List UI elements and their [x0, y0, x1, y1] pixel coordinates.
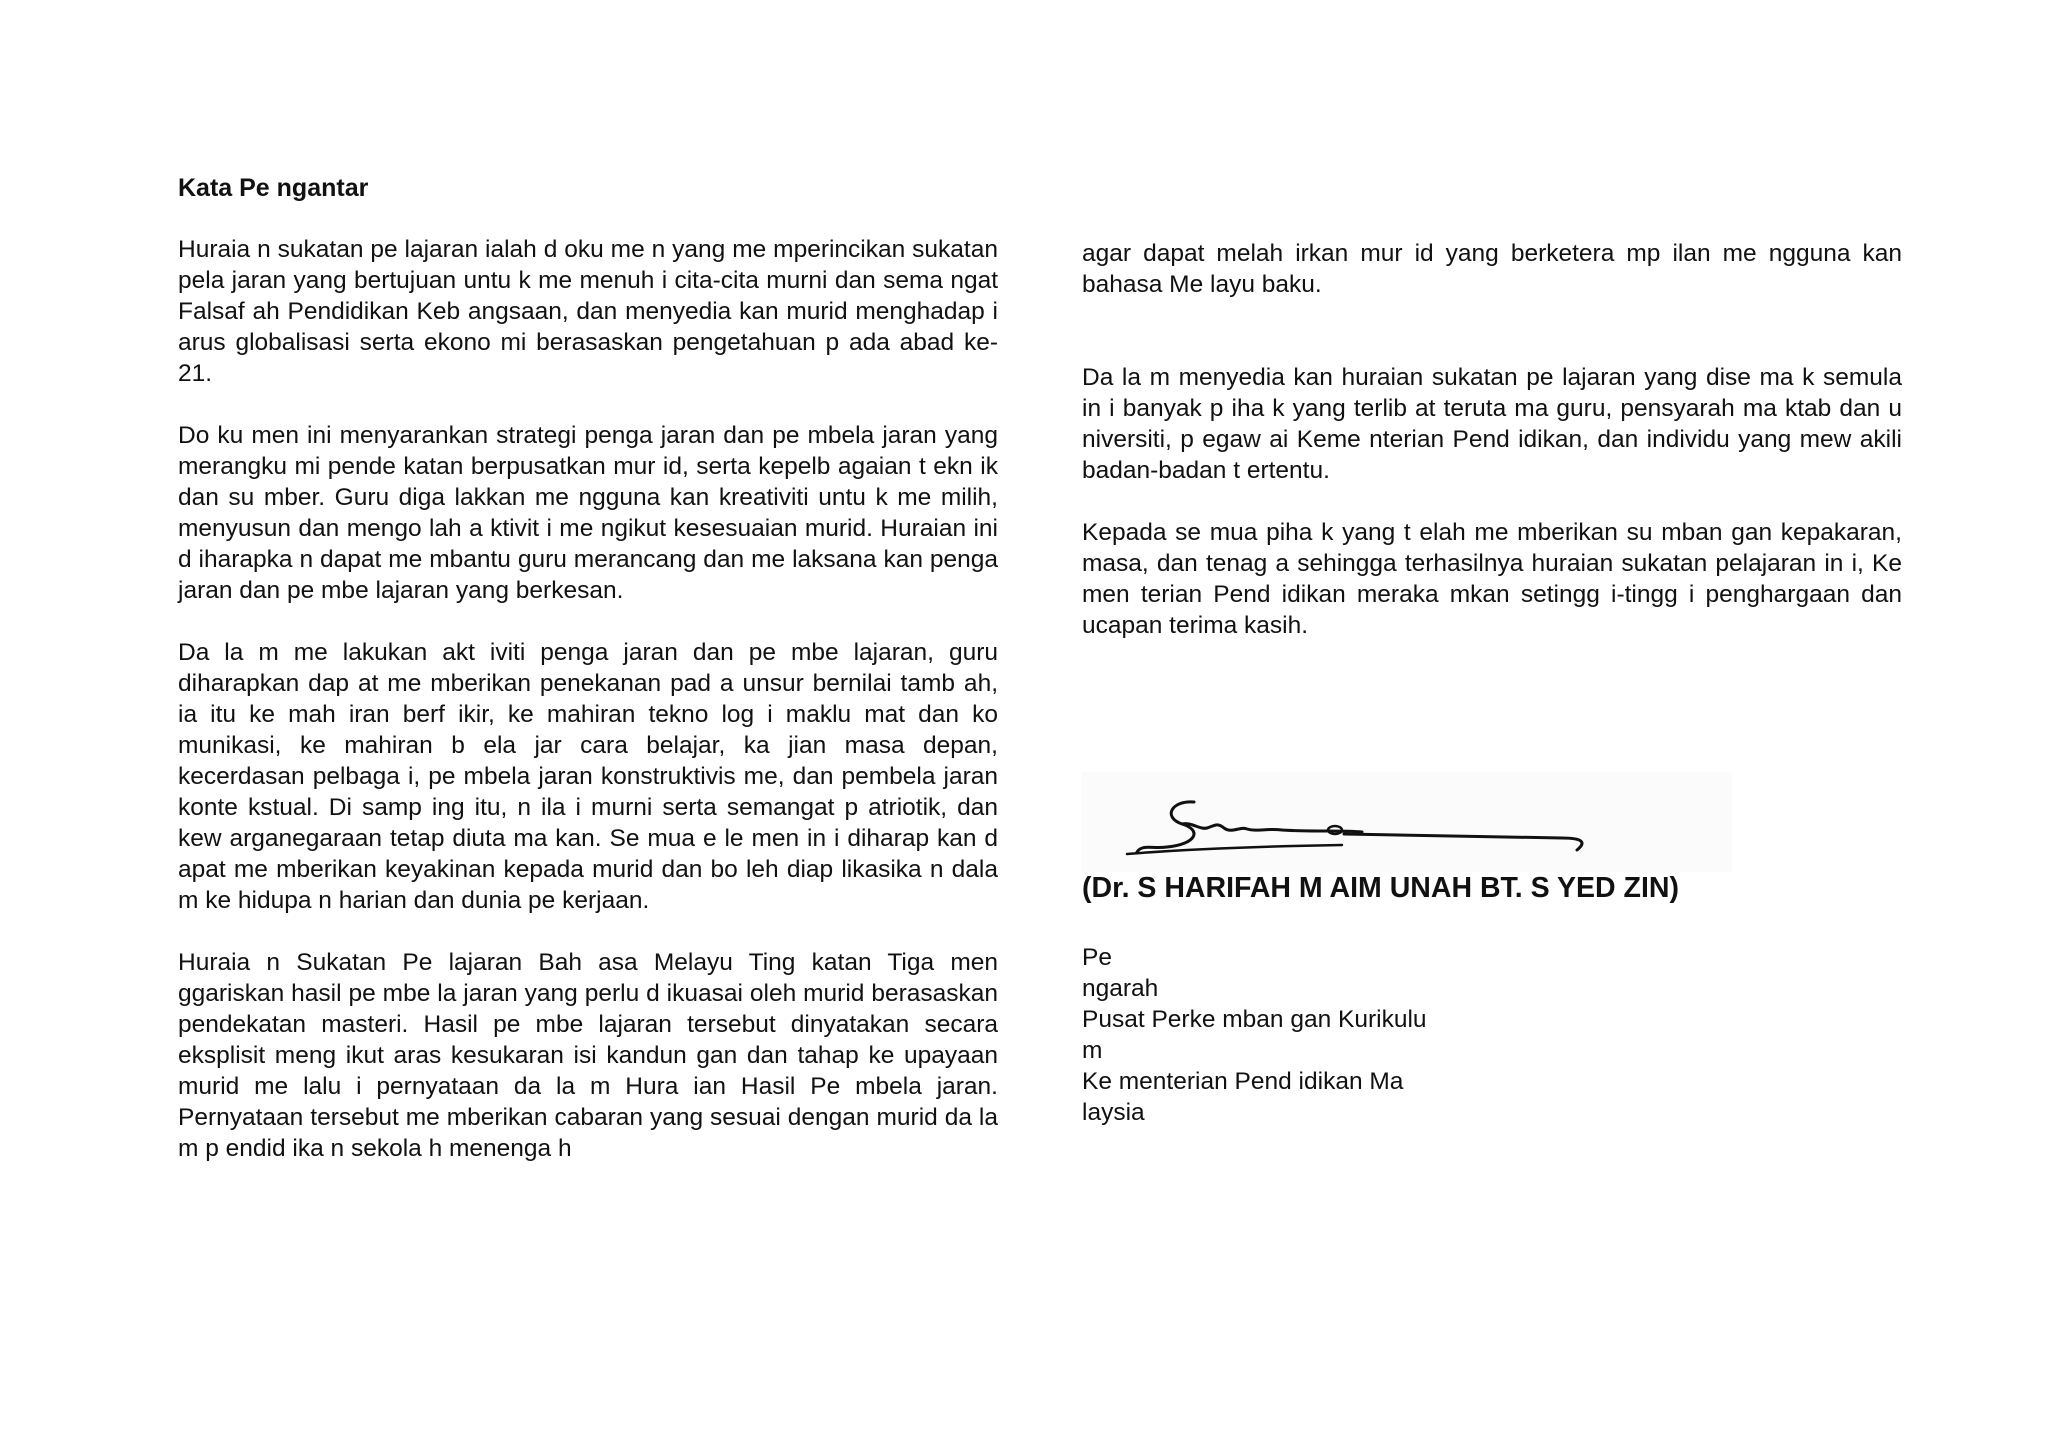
signatory-line: ngarah [1082, 975, 1159, 1002]
handwritten-signature [1082, 772, 1732, 872]
signatory-line: laysia [1082, 1099, 1145, 1126]
signatory-line: m [1082, 1037, 1103, 1064]
page-heading: Kata Pe ngantar [178, 174, 369, 202]
paragraph-strategy: Do ku men ini menyarankan strategi penga jaran dan pe mbela jaran yang merangku mi pende katan berpusatkan mur id, serta kepelb agaian t ekn ik dan su mber. Guru diga lakkan me ngguna kan kreativiti untu k me milih, menyusun dan mengo lah a ktivit i me ngikut kesesuaian murid. Huraian ini d iharapka n dapat me mbantu guru merancang dan me laksana kan penga jaran dan pe mbe lajaran yang berkesan. [178, 422, 998, 604]
paragraph-thanks: Kepada se mua piha k yang t elah me mberikan su mban gan kepakaran, masa, dan tenag a sehingga terhasilnya huraian sukatan pelajaran in i, Ke men terian Pend idikan meraka mkan setingg i-tingg i penghargaan dan ucapan terima kasih. [1082, 519, 1902, 639]
paragraph-intro: Huraia n sukatan pe lajaran ialah d oku me n yang me mperincikan sukatan pela jaran yang bertujuan untu k me menuh i cita-cita murni dan sema ngat Falsaf ah Pendidikan Keb angsaan, dan menyedia kan murid menghadap i arus globalisasi serta ekono mi berasaskan pengetahuan p ada abad ke-21. [178, 236, 998, 387]
signatory-line: Ke menterian Pend idikan Ma [1082, 1068, 1404, 1095]
paragraph-continuation: agar dapat melah irkan mur id yang berketera mp ilan me ngguna kan bahasa Me layu baku. [1082, 240, 1902, 298]
paragraph-outcomes: Huraia n Sukatan Pe lajaran Bah asa Melayu Ting katan Tiga men ggariskan hasil pe mbe la jaran yang perlu d ikuasai oleh murid berasaskan pendekatan masteri. Hasil pe mbe lajaran tersebut dinyatakan secara eksplisit meng ikut aras kesukaran isi kandun gan dan tahap ke upayaan murid me lalu i pernyataan da la m Hura ian Hasil Pe mbela jaran. Pernyataan tersebut me mberikan cabaran yang sesuai dengan murid da la m p endid ika n sekola h menenga h [178, 949, 998, 1162]
paragraph-contributors: Da la m menyedia kan huraian sukatan pe lajaran yang dise ma k semula in i banyak p iha k yang terlib at teruta ma guru, pensyarah ma ktab dan u niversiti, p egaw ai Keme nterian Pend idikan, dan individu yang mew akili badan-badan t ertentu. [1082, 364, 1902, 484]
signatory-line: Pusat Perke mban gan Kurikulu [1082, 1006, 1427, 1033]
left-column [178, 173, 998, 1164]
signatory-title-block [1082, 942, 1502, 1128]
paragraph-activities: Da la m me lakukan akt iviti penga jaran dan pe mbe lajaran, guru diharapkan dap at me mberikan penekanan pad a unsur bernilai tamb ah, ia itu ke mah iran berf ikir, ke mahiran tekno log i maklu mat dan ko munikasi, ke mahiran b ela jar cara belajar, ka jian masa depan, kecerdasan pelbaga i, pe mbela jaran konstruktivis me, dan pembela jaran konte kstual. Di samp ing itu, n ila i murni serta semangat p atriotik, dan kew arganegaraan tetap diuta ma kan. Se mua e le men in i diharap kan d apat me mberikan keyakinan kepada murid dan bo leh diap likasika n dala m ke hidupa n harian dan dunia pe kerjaan. [178, 639, 998, 914]
right-column [1082, 238, 1902, 641]
signatory-line: Pe [1082, 944, 1112, 971]
signatory-name: (Dr. S HARIFAH M AIM UNAH BT. S YED ZIN) [1082, 872, 1679, 904]
